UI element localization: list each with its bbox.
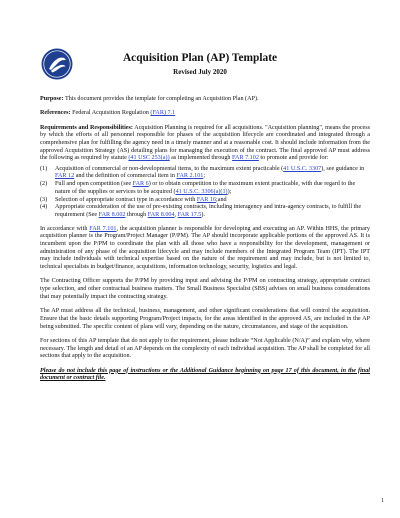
far-8-002-link[interactable]: FAR 8.002 xyxy=(98,211,126,218)
usc-253-link[interactable]: (41 USC 253(a)) xyxy=(128,155,170,162)
page-subtitle: Revised July 2020 xyxy=(173,68,227,76)
paragraph-text: , the acquisition planner is responsible for developing and executing an AP. Within HHS, the primary acquisition planner is the Program/Project Manager (P/PM). The AP should incorporate applicable portions of the approved AS. It is incumbent upon the P/PM to coordinate the plan with all those who have a responsibility for the development, management or administration of any phase of the acquisition lifecycle and may include members of the Integrated Program Team (IPT). The IPT may include individuals with technical expertise based on the nature of the requirement and may include, but is not limited to, technical specialists in budget/finance, acquisitions, information technology, security, logistics and legal. xyxy=(40,225,371,271)
requirements-text: as implemented through xyxy=(169,155,233,162)
list-text: ). xyxy=(201,211,205,218)
list-text: ) or to obtain competition to the maximum extent practicable, with due regard to the nature of the supplies or services to be acquired ( xyxy=(55,181,356,195)
contracting-officer-paragraph: The Contracting Officer supports the P/PM by providing input and advising the P/PM on contracting strategy, appropriate contract type selection, and other contractual business matters. The Small Business Specialist (SBS) advises on small business considerations that may potentially impact the contracting strategy. xyxy=(40,278,370,300)
requirements-paragraph xyxy=(40,125,370,164)
list-text: Selection of appropriate contract type in accordance with xyxy=(55,196,197,203)
list-number: (2) xyxy=(40,181,48,188)
requirements-text: Acquisition Planning is required for all acquisitions. "Acquisition planning", means the process by which the efforts of all personnel responsible for phases of the acquisition lifecycle are coordinated and integrated through a comprehensive plan for fulfilling the agency need in a timely manner and at a reasonable cost. It should include information from the approved Acquisition Strategy (AS) detailing plans for managing the execution of the contract. The final approved AP must address the following as required by statute xyxy=(40,124,370,162)
references-text: Federal Acquisition Regulation xyxy=(70,110,151,117)
list-text: ), see guidance in xyxy=(321,165,365,172)
far-8-004-link[interactable]: FAR 8.004 xyxy=(147,211,175,218)
list-text: and the definition of commercial item in xyxy=(74,173,177,180)
purpose-paragraph xyxy=(40,96,370,104)
list-item xyxy=(40,181,370,196)
far-17-5-link[interactable]: FAR 17.5 xyxy=(177,211,202,218)
list-text: Acquisition of commercial or non-developmental items, to the maximum extent practicable ( xyxy=(55,165,284,172)
list-text: , xyxy=(174,211,178,218)
usc-3307-link[interactable]: 41 U.S.C. 3307 xyxy=(283,165,322,172)
list-item xyxy=(40,166,370,181)
list-text: ;and xyxy=(216,196,227,203)
far-7-1-link[interactable]: (FAR) 7.1 xyxy=(150,110,176,117)
list-number: (4) xyxy=(40,204,48,211)
list-text: ; xyxy=(203,173,206,180)
page-title: Acquisition Plan (AP) Template xyxy=(122,52,278,64)
references-label: References: xyxy=(40,110,71,117)
statute-list xyxy=(40,166,370,220)
document-body xyxy=(40,96,370,390)
references-paragraph xyxy=(40,110,370,118)
list-number: (3) xyxy=(40,196,48,203)
hhs-planner-paragraph xyxy=(40,226,370,272)
purpose-label: Purpose: xyxy=(40,96,64,102)
list-text: Full and open competition (see xyxy=(55,181,133,188)
far-6-link[interactable]: FAR 6 xyxy=(132,181,149,188)
far-16-link[interactable]: FAR 16 xyxy=(196,196,217,203)
far-12-link[interactable]: FAR 12 xyxy=(55,173,75,180)
not-applicable-paragraph: For sections of this AP template that do not apply to the requirement, please indicate “Not Applicable (N/A)” and explain why, where necessary. The length and detail of an AP depends on the complexity of each individual acquisition. The AP shall be completed for all sections that apply to the acquisition. xyxy=(40,337,370,360)
paragraph-text: In accordance with xyxy=(40,225,90,232)
far-7-101-link[interactable]: FAR 7.101 xyxy=(89,225,117,232)
page-number: 1 xyxy=(381,498,384,504)
list-number: (1) xyxy=(40,165,48,172)
instructions-note: Please do not include this page of instructions or the Additional Guidance beginning on page 17 of this document, in the final document or contract file. xyxy=(40,367,370,382)
list-item xyxy=(40,204,370,219)
far-2-101-link[interactable]: FAR 2.101 xyxy=(176,173,204,180)
list-text: ); xyxy=(227,188,232,195)
purpose-text: This document provides the template for completing an Acquisition Plan (AP). xyxy=(63,96,259,102)
list-text: through xyxy=(125,211,148,218)
requirements-label: Requirements and Responsibilities: xyxy=(40,124,133,131)
list-text: Appropriate consideration of the use of pre-existing contracts, including interagency and intra-agency contracts, to fulfill the requirement (See xyxy=(55,204,362,218)
requirements-text: to promote and provide for: xyxy=(258,155,329,162)
usc-3306-link[interactable]: 41 U.S.C. 3306(a)(1) xyxy=(175,188,228,195)
ap-considerations-paragraph: The AP must address all the technical, business, management, and other significant considerations that will control the acquisition. Ensure that the basic details supporting Program/Project impacts, for the areas identified in the approved AS, are included in the AP being submitted. The specific content of plans will vary, depending on the nature, circumstances, and stage of the acquisition. xyxy=(40,308,370,330)
far-7-102-link[interactable]: FAR 7.102 xyxy=(232,155,259,162)
